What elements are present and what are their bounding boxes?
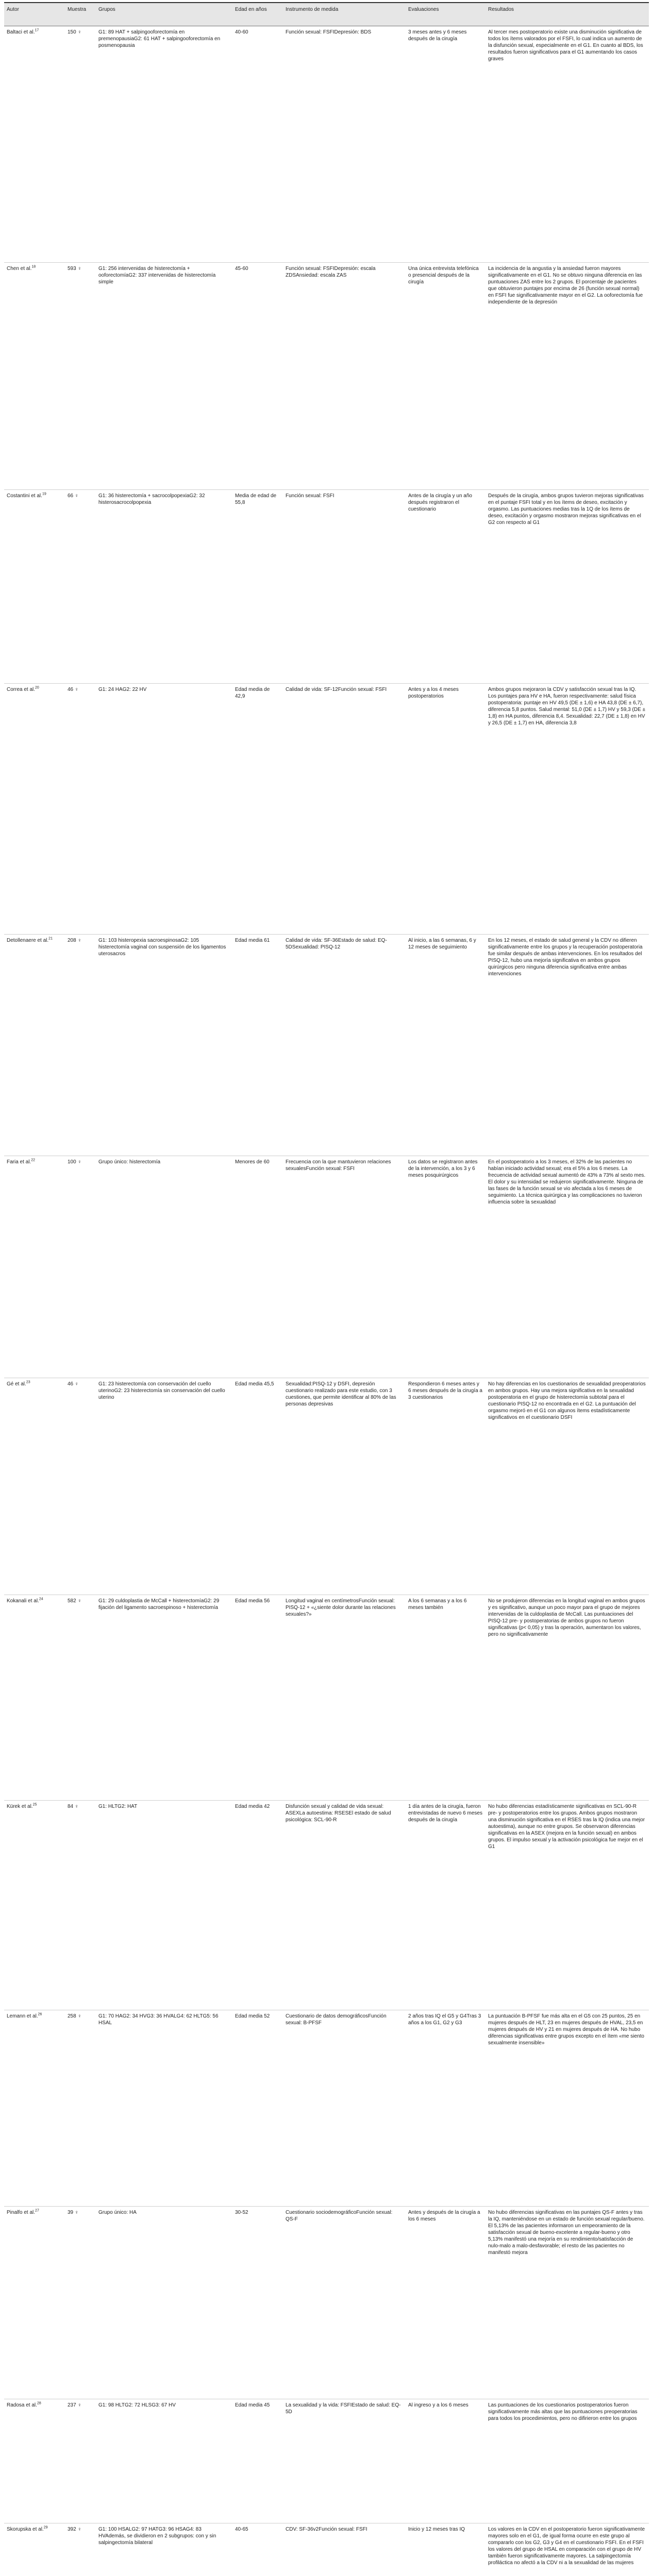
cell-instrument: Función sexual: FSFI [286,493,334,499]
cell-age: 40-60 [235,29,248,35]
table-row [4,263,649,490]
author-name: Skorupska et al. [7,2527,44,2532]
studies-table [4,2,649,2576]
cell-results: No hubo diferencias significativas en las puntajes QS-F antes y tras la IQ, manteniéndose en un estado de función sexual regular/bueno. El 5,13% de las pacientes informaron un empeoramiento de la satisfacción sexual de bueno-excelente a regular-bueno y otro 5,13% manifestó una mejoría en su rendimiento/satisfacción de nulo-malo a malo-desfavorable; el resto de las pacientes no manifestó mejora [488,2210,645,2256]
table-row [4,2010,649,2207]
header-age: Edad en años [235,7,267,12]
cell-results: Los valores en la CDV en el postoperatorio fueron significativamente mayores solo en el G1, de igual forma ocurre en este grupo al compararlo con los G2, G3 y G4 en el cuestionario FSFI. En el FSFI los valores del grupo de HSAL en comparación con el grupo de HV también fueron significativamente mayores. La salpingectomía profiláctica no afectó a la CDV ni a la sexualidad de las mujeres [488,2527,645,2566]
cell-evaluations: Respondieron 6 meses antes y 6 meses después de la cirugía a 3 cuestionarios [408,1381,482,1400]
reference-number: 24 [39,1597,43,1601]
cell-results: Las puntuaciones de los cuestionarios postoperatorios fueron significativamente más altas que las puntuaciones preoperatorias para todos los procedimientos, pero no difirieron entre los grupos [488,2402,638,2421]
cell-sample: 100 ♀ [68,1159,81,1165]
cell-evaluations: A los 6 semanas y a los 6 meses también [408,1598,467,1611]
cell-sample: 150 ♀ [68,29,81,35]
reference-number: 18 [31,265,36,269]
header-sample: Muestra [68,7,87,12]
author-name: Gé et al. [7,1381,26,1387]
reference-number: 20 [35,686,39,690]
cell-age: Edad media 56 [235,1598,270,1604]
header-evaluations: Evaluaciones [408,7,439,12]
cell-sample: 237 ♀ [68,2402,81,2408]
reference-number: 25 [32,1803,37,1807]
table-row [4,935,649,1156]
reference-number: 26 [38,2012,42,2016]
cell-author [4,1801,65,2010]
cell-age: 30-52 [235,2210,248,2215]
cell-instrument: La sexualidad y la vida: FSFIEstado de salud: EQ-5D [286,2402,401,2415]
cell-evaluations: Los datos se registraron antes de la intervención, a los 3 y 6 meses posquirúrgicos [408,1159,478,1178]
table-row [4,26,649,263]
author-name: Kürek et al. [7,1804,33,1809]
author-name: Baltaci et al. [7,29,35,35]
cell-author [4,2523,65,2576]
cell-sample: 46 ♀ [68,1381,79,1387]
cell-evaluations: 2 años tras IQ el G5 y G4Tras 3 años a los G1, G2 y G3 [408,2013,481,2026]
table-row [4,2399,649,2523]
cell-author [4,1595,65,1800]
cell-results: La puntuación B-PFSF fue más alta en el G5 con 25 puntos, 25 en mujeres después de HLT, 23 en mujeres después de HVAL, 23,5 en mujeres después de HV y 21 en mujeres después de HA. No hubo diferencias significativas entre grupos excepto en el ítem «me siento sexualmente insensible» [488,2013,644,2046]
author-name: Kokanali et al. [7,1598,39,1604]
cell-groups: G1: 89 HAT + salpingooforectomía en premenopausiaG2: 61 HAT + salpingooforectomía en posmenopausia [98,29,221,48]
author-name: Detollenaere et al. [7,938,49,943]
table-row [4,1595,649,1801]
cell-author [4,490,65,683]
cell-groups: G1: 29 culdoplastia de McCall + histerectomíaG2: 29 fijación del ligamento sacroespinoso + histerectomía [98,1598,220,1611]
cell-results: En el postoperatorio a los 3 meses, el 32% de las pacientes no habían iniciado actividad sexual; era el 5% a los 6 meses. La frecuencia de actividad sexual aumentó de 43% a 73% al sexto mes. El dolor y su intensidad se redujeron significativamente. Ninguna de las fases de la función sexual se vio afectada a los 6 meses de seguimiento. La técnica quirúrgica y las complicaciones no tuvieron influencia sobre la sexualidad [488,1159,646,1205]
header-author: Autor [7,7,19,12]
cell-results: Al tercer mes postoperatorio existe una disminución significativa de todos los ítems valorados por el FSFI, lo cual indica un aumento de la disfunción sexual, especialmente en el G1. En cuanto al BDS, los resultados fueron significativos para el G1 aumentando los casos graves [488,29,643,62]
cell-groups: G1: 36 histerectomía + sacrocolpopexiaG2: 32 histerosacrocolpopexia [98,493,205,505]
cell-results: No hubo diferencias estadísticamente significativas en SCL-90-R pre- y postoperatorios entre los grupos. Ambos grupos mostraron una disminución significativa en el RSES tras la IQ (indica una mejor autoestima), aunque no entre grupos. Se observaron diferencias significativas en la ASEX (mejora en la función sexual) en ambos grupos. El impulso sexual y la activación psicológica fue mejor en el G1 [488,1804,645,1850]
cell-results: Ambos grupos mejoraron la CDV y satisfacción sexual tras la IQ. Los puntajes para HV e HA, fueron respectivamente: salud física postoperatoria: puntaje en HV 49,5 (DE ± 1,6) e HA 43,8 (DE ± 6,7), diferencia 5,8 puntos. Salud mental: 51,0 (DE ± 1,7) HV y 59,3 (DE ± 1,8) en HA puntos, diferencia 8,4. Sexualidad: 22,7 (DE ± 1,8) en HV y 26,5 (DE ± 1,7) en HA, diferencia 3,8 [488,687,646,726]
author-name: Costantini et al. [7,493,42,499]
reference-number: 28 [37,2401,41,2405]
author-name: Faria et al. [7,1159,31,1165]
cell-age: Media de edad de 55,8 [235,493,277,505]
table-header [4,2,649,26]
cell-groups: G1: 103 histeropexia sacroespinosaG2: 105 histerectomía vaginal con suspensión de los ligamentos uterosacros [98,938,226,957]
table-row [4,1156,649,1378]
cell-author [4,2010,65,2206]
cell-instrument: CDV: SF-36v2Función sexual: FSFI [286,2527,367,2532]
cell-author [4,935,65,1156]
cell-age: 40-65 [235,2527,248,2532]
author-name: Correa et al. [7,687,36,692]
cell-author [4,1156,65,1378]
cell-instrument: Sexualidad:PISQ-12 y DSFI, depresión cuestionario realizado para este estudio, con 3 cuestiones, que permite identificar al 80% de las personas depresivas [286,1381,396,1407]
cell-evaluations: Inicio y 12 meses tras IQ [408,2527,465,2532]
cell-groups: G1: 256 intervenidas de histerectomía + ooforectomíaG2: 337 intervenidas de histerectomía simple [98,266,216,285]
table-row [4,1378,649,1595]
cell-author [4,2207,65,2399]
reference-number: 27 [35,2209,39,2213]
header-results: Resultados [488,7,514,12]
cell-sample: 39 ♀ [68,2210,79,2215]
cell-sample: 392 ♀ [68,2527,81,2532]
cell-evaluations: 3 meses antes y 6 meses después de la cirugía [408,29,467,42]
cell-evaluations: Una única entrevista telefónica o presencial después de la cirugía [408,266,479,285]
cell-sample: 66 ♀ [68,493,79,499]
table-row [4,2523,649,2576]
cell-results: No se produjeron diferencias en la longitud vaginal en ambos grupos y es significativo, aunque un poco mayor para el grupo de mejores intervenidas de la culdoplastia de McCall. Las puntuaciones del PISQ-12 pre- y postoperatorias de ambos grupos no fueron significativas (p˂ 0,05) y tras la operación, aumentaron los valores, pero no significativamente [488,1598,645,1637]
cell-instrument: Calidad de vida: SF-36Estado de salud: EQ-5DSexualidad: PISQ-12 [286,938,387,950]
table-row [4,2207,649,2399]
cell-age: Edad media 52 [235,2013,270,2019]
cell-evaluations: Al ingreso y a los 6 meses [408,2402,468,2408]
author-name: Pinalfo et al. [7,2210,36,2215]
cell-age: 45-60 [235,266,248,272]
cell-evaluations: Al inicio, a las 6 semanas, 6 y 12 meses de seguimiento [408,938,476,950]
reference-number: 29 [43,2526,48,2530]
cell-results: La incidencia de la angustia y la ansiedad fueron mayores significativamente en el G1. No se obtuvo ninguna diferencia en las puntuaciones ZAS entre los 2 grupos. El porcentaje de pacientes que obtuvieron puntajes por encima de 26 (función sexual normal) en FSFI fue significativamente mayor en el G2. La ooforectomía fue independiente de la depresión [488,266,643,305]
reference-number: 23 [26,1380,30,1384]
cell-groups: G1: HLTG2: HAT [98,1804,138,1809]
cell-evaluations: Antes y a los 4 meses postoperatorios [408,687,459,699]
cell-evaluations: Antes y después de la cirugía a los 6 meses [408,2210,480,2222]
cell-sample: 84 ♀ [68,1804,79,1809]
cell-author [4,2399,65,2523]
cell-instrument: Función sexual: FSFIDepresión: BDS [286,29,372,35]
cell-groups: G1: 24 HAG2: 22 HV [98,687,147,692]
cell-sample: 582 ♀ [68,1598,81,1604]
cell-groups: G1: 98 HLTG2: 72 HLSG3: 67 HV [98,2402,176,2408]
cell-author [4,1378,65,1595]
cell-sample: 208 ♀ [68,938,81,943]
reference-number: 22 [31,1158,36,1162]
cell-groups: Grupo único: histerectomía [98,1159,161,1165]
cell-instrument: Frecuencia con la que mantuvieron relaciones sexualesFunción sexual: FSFI [286,1159,391,1172]
cell-instrument: Longitud vaginal en centímetrosFunción sexual: PISQ-12 + «¿siente dolor durante las relaciones sexuales?» [286,1598,396,1617]
table-row [4,490,649,684]
cell-groups: G1: 100 HSALG2: 97 HATG3: 96 HSAG4: 83 HVAdemás, se dividieron en 2 subgrupos: con y sin salpingectomía bilateral [98,2527,216,2546]
table-row [4,1801,649,2010]
cell-author [4,26,65,262]
cell-instrument: Función sexual: FSFIDepresión: escala ZDSAnsiedad: escala ZAS [286,266,376,278]
table-row [4,684,649,935]
cell-instrument: Disfunción sexual y calidad de vida sexual: ASEXLa autoestima: RSESEl estado de salud psicológica: SCL-90-R [286,1804,391,1823]
cell-age: Edad media de 42,9 [235,687,270,699]
cell-groups: G1: 70 HAG2: 34 HVG3: 36 HVALG4: 62 HLTG5: 56 HSAL [98,2013,219,2026]
cell-sample: 258 ♀ [68,2013,81,2019]
table-body [4,26,649,2576]
cell-groups: G1: 23 histerectomía con conservación del cuello uterinoG2: 23 histerectomía sin conservación del cuello uterino [98,1381,225,1400]
author-name: Chen et al. [7,266,32,272]
reference-number: 19 [42,492,46,496]
cell-evaluations: 1 día antes de la cirugía, fueron entrevistadas de nuevo 6 meses después de la cirugía [408,1804,482,1823]
cell-evaluations: Antes de la cirugía y un año después registraron el cuestionario [408,493,472,512]
cell-author [4,263,65,489]
reference-number: 17 [35,28,39,32]
cell-results: Después de la cirugía, ambos grupos tuvieron mejoras significativas en el puntaje FSFI total y en los ítems de deseo, excitación y orgasmo. Las puntuaciones medias tras la 1Q de los ítems de deseo, excitación y orgasmo mostraron mejoras significativas en el G2 con respecto al G1 [488,493,644,526]
cell-instrument: Cuestionario de datos demográficosFunción sexual: B-PFSF [286,2013,387,2026]
cell-author [4,684,65,934]
cell-age: Edad media 45 [235,2402,270,2408]
cell-sample: 46 ♀ [68,687,79,692]
author-name: Radosa et al. [7,2402,37,2408]
cell-age: Edad media 61 [235,938,270,943]
reference-number: 21 [48,937,53,941]
cell-age: Menores de 60 [235,1159,270,1165]
header-groups: Grupos [98,7,115,12]
cell-age: Edad media 42 [235,1804,270,1809]
cell-groups: Grupo único: HA [98,2210,137,2215]
cell-age: Edad media 45,5 [235,1381,274,1387]
cell-instrument: Cuestionario sociodemográficoFunción sexual: QS-F [286,2210,393,2222]
cell-sample: 593 ♀ [68,266,81,272]
author-name: Lemann et al. [7,2013,38,2019]
header-instrument: Instrumento de medida [286,7,339,12]
cell-instrument: Calidad de vida: SF-12Función sexual: FSFI [286,687,387,692]
cell-results: En los 12 meses, el estado de salud general y la CDV no difieren significativamente entre los grupos y la recuperación postoperatoria fue similar después de ambas intervenciones. En los resultados del PISQ-12, hubo una mejoría significativa en ambos grupos quirúrgicos pero ninguna diferencia significativa entre ambas intervenciones [488,938,643,977]
cell-results: No hay diferencias en los cuestionarios de sexualidad preoperatorios en ambos grupos. Hay una mejora significativa en la sexualidad postoperatoria en el grupo de histerectomía subtotal para el cuestionario PISQ-12 no encontrada en el G2. La puntuación del orgasmo mejoró en el G1 con algunos ítems estadísticamente significativos en el cuestionario DSFI [488,1381,646,1420]
